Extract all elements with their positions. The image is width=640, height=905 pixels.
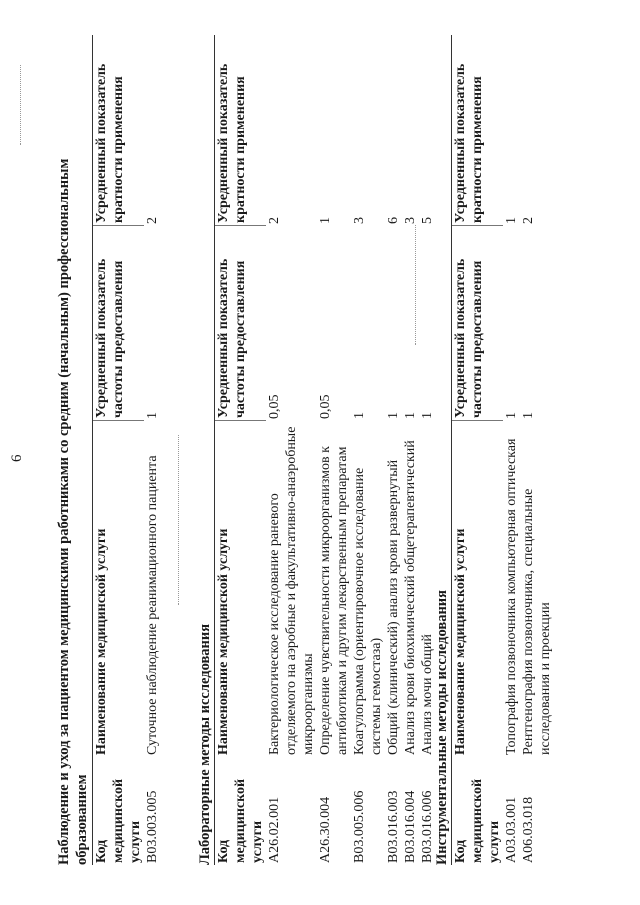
table-row — [266, 35, 317, 865]
row-name: Анализ мочи общий — [420, 634, 435, 755]
row-frequency: 1 — [504, 412, 519, 419]
row-frequency: 1 — [403, 412, 418, 419]
row-multiplicity: 2 — [267, 217, 282, 224]
row-code: B03.016.003 — [386, 790, 401, 863]
row-multiplicity: 5 — [420, 217, 435, 224]
header-code: Код медицинской услуги — [94, 778, 143, 863]
header-name: Наименование медицинской услуги — [453, 528, 468, 755]
row-code: A06.03.018 — [521, 796, 536, 863]
header-frequency: Усредненный показатель частоты предоставления — [93, 226, 144, 421]
scan-artifact-line — [178, 435, 179, 605]
scan-artifact-line — [20, 65, 21, 145]
row-name: Рентгенография позвоночника, специальные исследования и проекции — [521, 488, 553, 755]
row-frequency: 1 — [386, 412, 401, 419]
row-name: Бактериологическое исследование раневого отделяемого на аэробные и факультативно-анаэробные микроорганизмы — [267, 426, 316, 755]
document-title: Наблюдение и уход за пациентом медицинскими работниками со средним (начальным) профессиональным образованием — [56, 158, 90, 865]
row-name: Суточное наблюдение реанимационного пациента — [145, 455, 160, 755]
table-row — [503, 35, 520, 865]
header-code: Код медицинской услуги — [453, 778, 502, 863]
table-row — [385, 35, 402, 865]
row-code: A26.02.001 — [267, 796, 282, 863]
row-frequency: 0,05 — [318, 394, 333, 419]
section-title-instrumental: Инструментальные методы исследования — [434, 589, 450, 865]
row-code: B03.005.006 — [352, 790, 367, 863]
header-frequency: Усредненный показатель частоты предоставления — [215, 226, 266, 421]
row-code: A26.30.004 — [318, 796, 333, 863]
row-multiplicity: 6 — [386, 217, 401, 224]
header-multiplicity: Усредненный показатель кратности применения — [93, 35, 144, 226]
table-header — [452, 35, 503, 865]
table-instrumental — [451, 35, 554, 865]
row-multiplicity: 2 — [145, 217, 160, 224]
table-header — [93, 35, 144, 865]
row-multiplicity: 1 — [318, 217, 333, 224]
header-multiplicity: Усредненный показатель кратности применения — [452, 35, 503, 226]
row-name: Топография позвоночника компьютерная оптическая — [504, 438, 519, 755]
table-row — [402, 35, 419, 865]
section-title-lab: Лабораторные методы исследования — [197, 623, 213, 865]
row-code: A03.03.001 — [504, 796, 519, 863]
row-multiplicity: 3 — [352, 217, 367, 224]
row-frequency: 0,05 — [267, 394, 282, 419]
table-row — [351, 35, 385, 865]
row-multiplicity: 3 — [403, 217, 418, 224]
row-name: Определение чувствительности микроорганизмов к антибиотикам и другим лекарственным препаратам — [318, 446, 350, 755]
row-name: Анализ крови биохимический общетерапевтический — [403, 440, 418, 755]
row-code: B03.016.006 — [420, 790, 435, 863]
row-frequency: 1 — [352, 412, 367, 419]
header-frequency: Усредненный показатель частоты предоставления — [452, 226, 503, 421]
table-header — [215, 35, 266, 865]
row-name: Общий (клинический) анализ крови развернутый — [386, 459, 401, 755]
row-code: B03.016.004 — [403, 790, 418, 863]
table-row — [520, 35, 554, 865]
table-row — [144, 35, 161, 865]
row-name: Коагулограмма (ориентировочное исследование системы гемостаза) — [352, 467, 384, 755]
row-frequency: 1 — [145, 412, 160, 419]
table-lab — [214, 35, 436, 865]
scan-artifact-line — [415, 225, 416, 345]
row-frequency: 1 — [420, 412, 435, 419]
header-code: Код медицинской услуги — [216, 778, 265, 863]
header-multiplicity: Усредненный показатель кратности применения — [215, 35, 266, 226]
row-multiplicity: 2 — [521, 217, 536, 224]
row-frequency: 1 — [521, 412, 536, 419]
table-observation — [92, 35, 161, 865]
table-row — [317, 35, 351, 865]
row-code: B03.003.005 — [145, 790, 160, 863]
header-name: Наименование медицинской услуги — [216, 528, 231, 755]
page-number: 6 — [9, 454, 25, 462]
header-name: Наименование медицинской услуги — [94, 528, 109, 755]
row-multiplicity: 1 — [504, 217, 519, 224]
